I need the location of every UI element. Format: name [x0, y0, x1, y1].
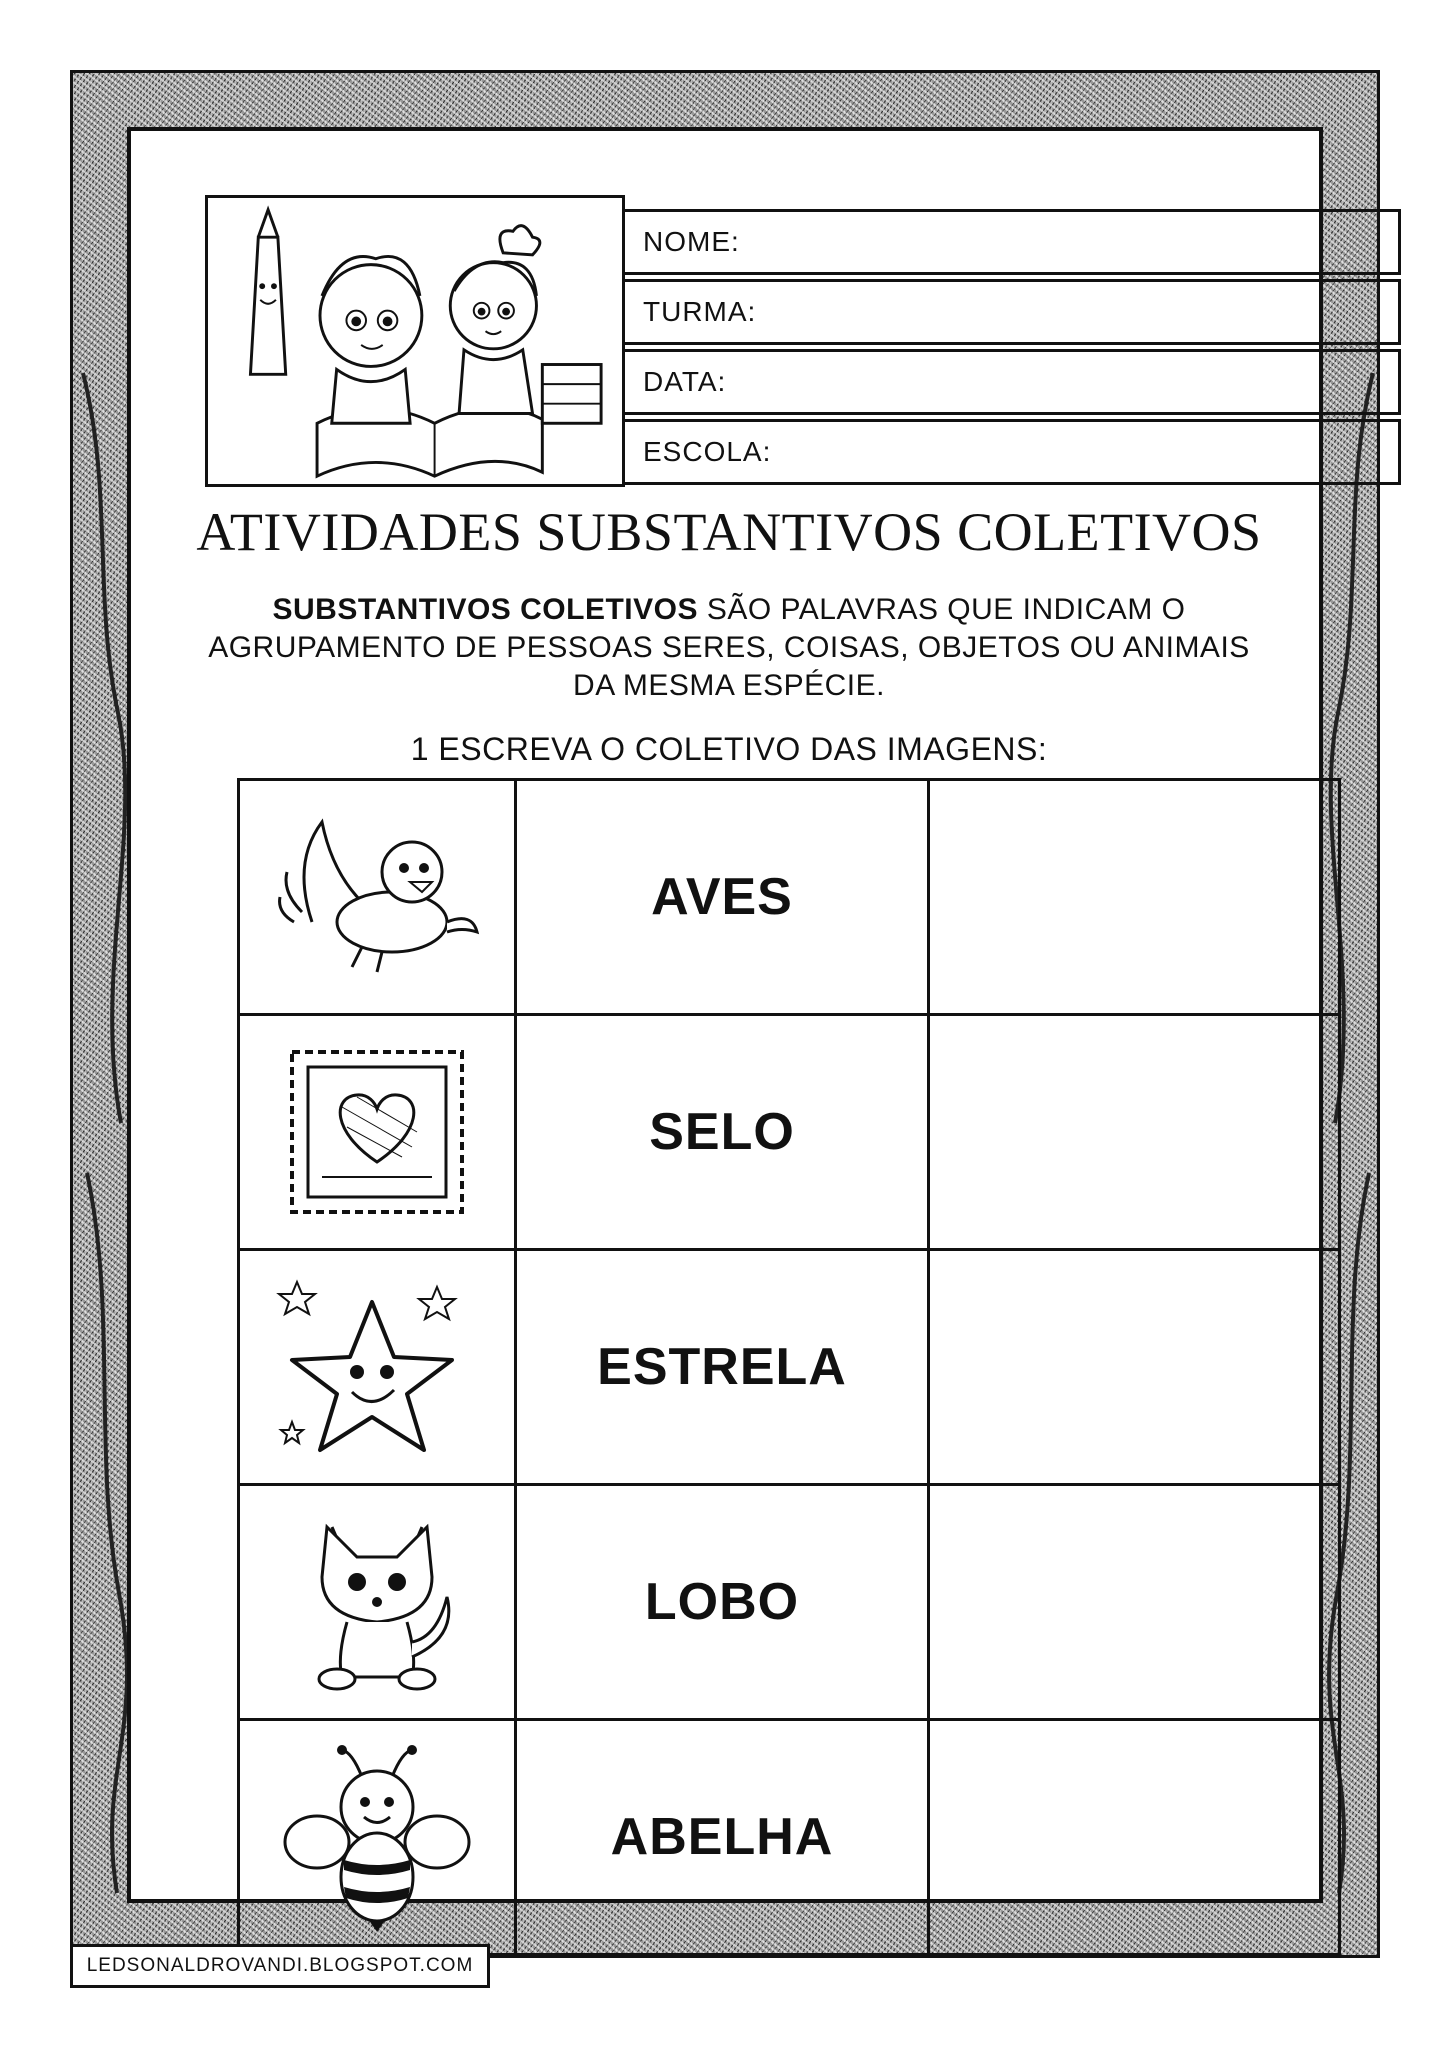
table-row	[240, 1483, 1338, 1718]
page-border	[70, 70, 1380, 1958]
answer-cell[interactable]	[930, 1486, 1338, 1718]
question-prompt: 1 ESCREVA O COLETIVO DAS IMAGENS:	[410, 731, 1048, 767]
word-cell: ESTRELA	[517, 1251, 930, 1483]
bee-icon	[272, 1742, 482, 1932]
class-field[interactable]: TURMA:	[625, 279, 1401, 345]
bird-icon	[272, 802, 482, 992]
children-reading-icon	[208, 198, 622, 484]
student-info-fields	[625, 209, 1401, 485]
table-row	[240, 1248, 1338, 1483]
answer-cell[interactable]	[930, 1721, 1338, 1953]
collective-nouns-table	[237, 778, 1341, 1956]
answer-cell[interactable]	[930, 781, 1338, 1013]
wolf-icon	[272, 1507, 482, 1697]
name-field[interactable]: NOME:	[625, 209, 1401, 275]
children-reading-illustration	[205, 195, 625, 487]
table-row	[240, 781, 1338, 1013]
word-cell: LOBO	[517, 1486, 930, 1718]
word-cell: AVES	[517, 781, 930, 1013]
word-cell: SELO	[517, 1016, 930, 1248]
blog-url-label: LEDSONALDROVANDI.BLOGSPOT.COM	[70, 1944, 490, 1988]
image-cell	[240, 1721, 517, 1953]
table-row	[240, 1013, 1338, 1248]
date-field[interactable]: DATA:	[625, 349, 1401, 415]
word-cell: ABELHA	[517, 1721, 930, 1953]
intro-text: SÃO PALAVRAS QUE INDICAM O AGRUPAMENTO DE PESSOAS SERES, COISAS, OBJETOS OU ANIMAIS DA MESMA ESPÉCIE.	[208, 593, 1250, 702]
image-cell	[240, 781, 517, 1013]
image-cell	[240, 1016, 517, 1248]
page-content	[127, 127, 1323, 1903]
image-cell	[240, 1486, 517, 1718]
image-cell	[240, 1251, 517, 1483]
answer-cell[interactable]	[930, 1251, 1338, 1483]
table-row	[240, 1718, 1338, 1953]
star-icon	[272, 1272, 482, 1462]
answer-cell[interactable]	[930, 1016, 1338, 1248]
intro-paragraph	[191, 591, 1267, 705]
intro-bold-term: SUBSTANTIVOS COLETIVOS	[272, 593, 698, 626]
page-title: ATIVIDADES SUBSTANTIVOS COLETIVOS	[196, 502, 1262, 562]
school-field[interactable]: ESCOLA:	[625, 419, 1401, 485]
stamp-icon	[272, 1037, 482, 1227]
